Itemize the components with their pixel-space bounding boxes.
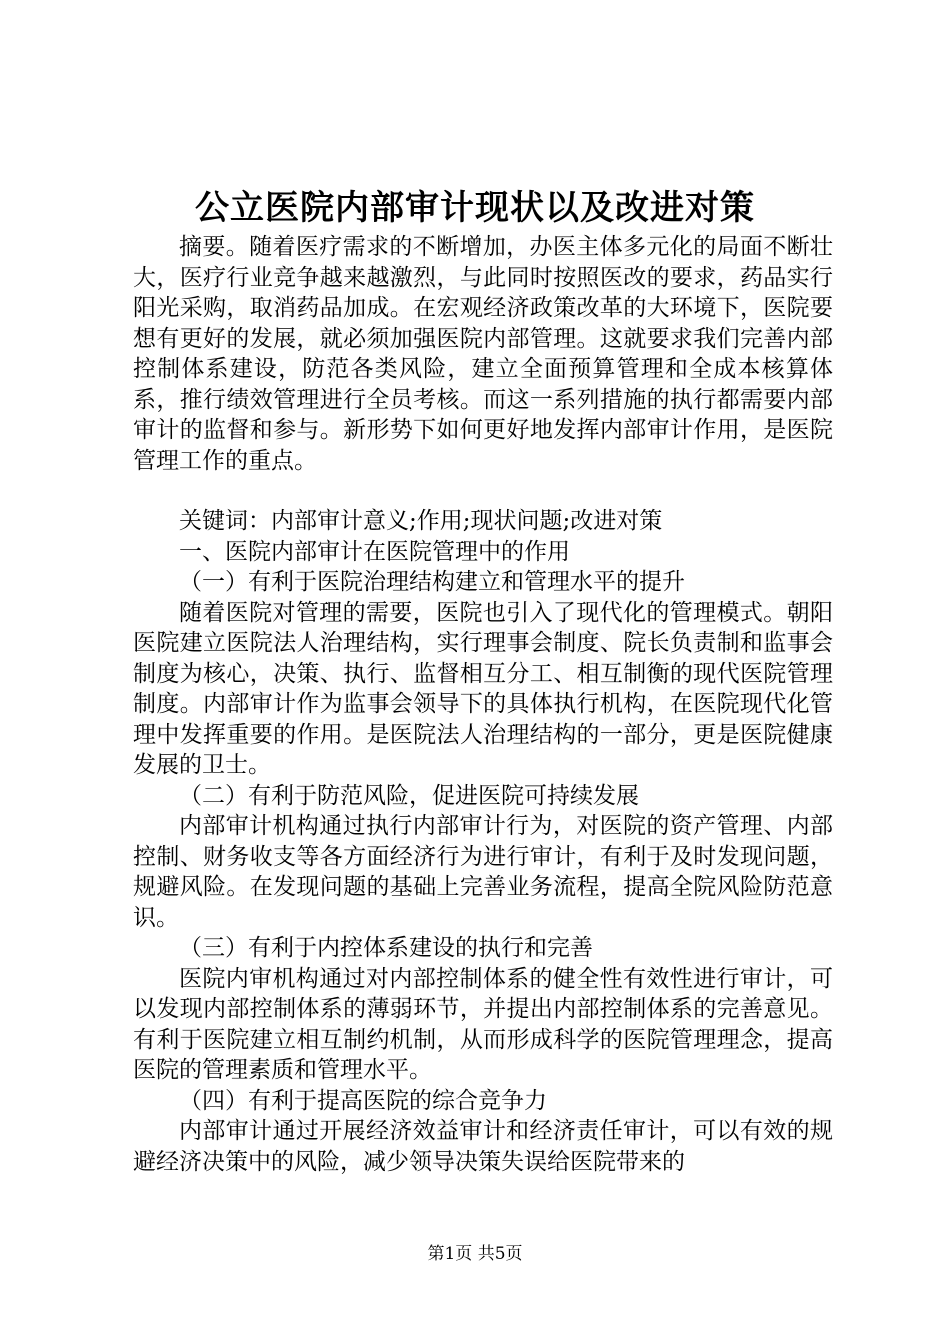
body-paragraph: 医院内审机构通过对内部控制体系的健全性有效性进行审计，可以发现内部控制体系的薄弱环节，并提出内部控制体系的完善意见。有利于医院建立相互制约机制，从而形成科学的医院管理理念，提高医院的管理素质和管理水平。 xyxy=(133,965,833,1083)
subsection-heading: （四）有利于提高医院的综合竞争力 xyxy=(179,1087,547,1114)
abstract-paragraph: 摘要。随着医疗需求的不断增加，办医主体多元化的局面不断壮大，医疗行业竞争越来越激烈，与此同时按照医改的要求，药品实行阳光采购，取消药品加成。在宏观经济政策改革的大环境下，医院要想有更好的发展，就必须加强医院内部管理。这就要求我们完善内部控制体系建设，防范各类风险，建立全面预算管理和全成本核算体系，推行绩效管理进行全员考核。而这一系列措施的执行都需要内部审计的监督和参与。新形势下如何更好地发挥内部审计作用，是医院管理工作的重点。 xyxy=(133,234,833,474)
body-paragraph: 随着医院对管理的需要，医院也引入了现代化的管理模式。朝阳医院建立医院法人治理结构，实行理事会制度、院长负责制和监事会制度为核心，决策、执行、监督相互分工、相互制衡的现代医院管理制度。内部审计作为监事会领导下的具体执行机构，在医院现代化管理中发挥重要的作用。是医院法人治理结构的一部分，更是医院健康发展的卫士。 xyxy=(133,599,833,778)
body-paragraph: 内部审计机构通过执行内部审计行为，对医院的资产管理、内部控制、财务收支等各方面经济行为进行审计，有利于及时发现问题，规避风险。在发现问题的基础上完善业务流程，提高全院风险防范意识。 xyxy=(133,813,833,931)
document-body xyxy=(133,232,833,1177)
subsection-heading: （二）有利于防范风险，促进医院可持续发展 xyxy=(179,782,639,809)
page-number-footer: 第1页 共5页 xyxy=(427,1244,523,1264)
keywords-line: 关键词：内部审计意义;作用;现状问题;改进对策 xyxy=(179,508,663,534)
section-heading: 一、医院内部审计在医院管理中的作用 xyxy=(179,538,570,565)
subsection-heading: （一）有利于医院治理结构建立和管理水平的提升 xyxy=(179,569,685,595)
subsection-heading: （三）有利于内控体系建设的执行和完善 xyxy=(179,935,593,961)
body-paragraph: 内部审计通过开展经济效益审计和经济责任审计，可以有效的规避经济决策中的风险，减少领导决策失误给医院带来的 xyxy=(133,1118,833,1175)
document-title: 公立医院内部审计现状以及改进对策 xyxy=(195,188,755,228)
